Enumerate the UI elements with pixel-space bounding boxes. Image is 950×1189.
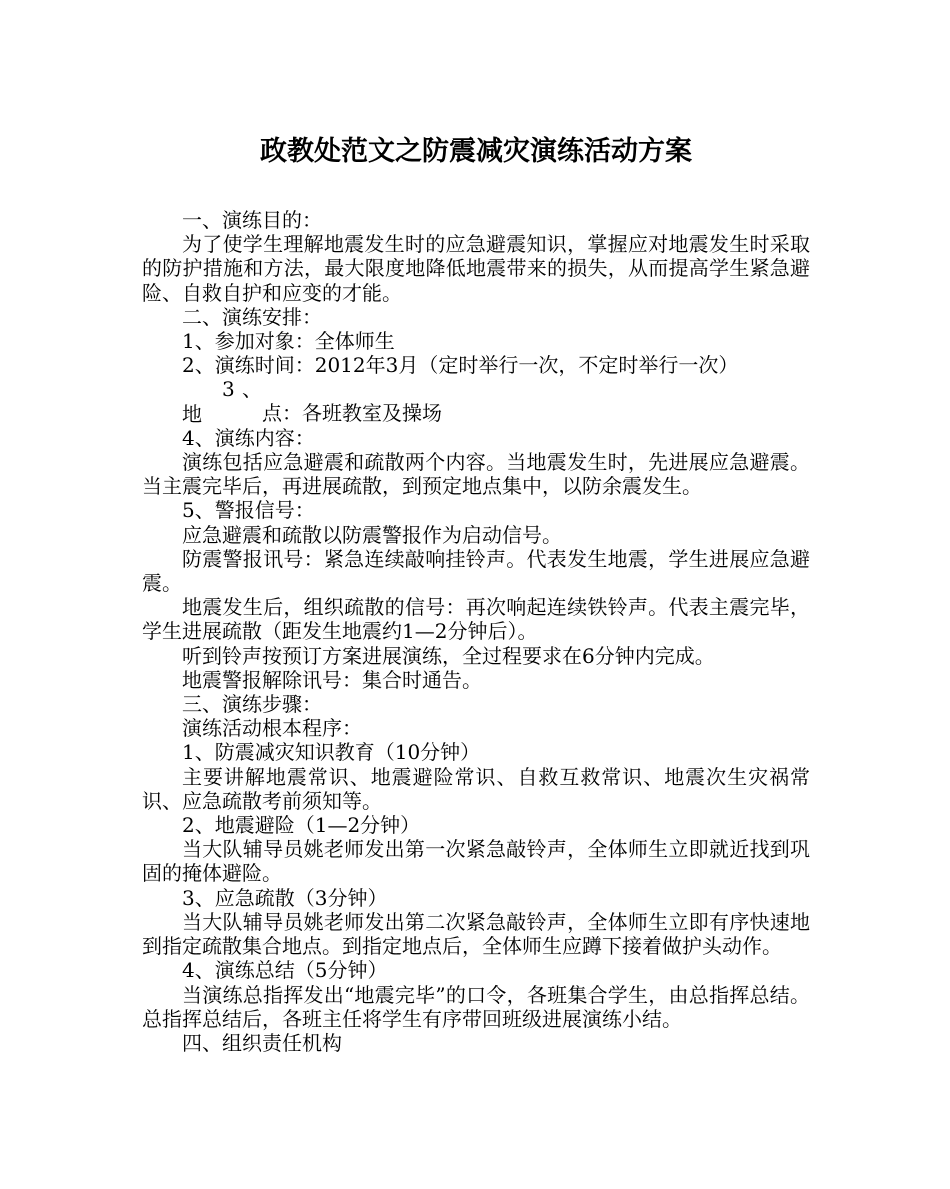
section-heading: 二、演练安排： xyxy=(182,304,322,329)
paragraph: 演练包括应急避震和疏散两个内容。当地震发生时，先进展应急避震。当主震完毕后，再进展疏散，到预定地点集中，以防余震发生。 xyxy=(142,450,810,499)
location-suffix: 点：各班教室及操场 xyxy=(262,401,442,426)
paragraph: 地震警报解除讯号：集合时通告。 xyxy=(182,667,482,692)
list-item: 4、演练总结（5分钟） xyxy=(182,958,388,983)
paragraph: 为了使学生理解地震发生时的应急避震知识，掌握应对地震发生时采取的防护措施和方法，最大限度地降低地震带来的损失，从而提高学生紧急避险、自救自护和应变的才能。 xyxy=(142,232,810,305)
document-body xyxy=(142,208,810,1055)
paragraph: 当大队辅导员姚老师发出第二次紧急敲铃声，全体师生立即有序快速地到指定疏散集合地点。到指定地点后，全体师生应蹲下接着做护头动作。 xyxy=(142,909,810,959)
paragraph: 听到铃声按预订方案进展演练，全过程要求在6分钟内完成。 xyxy=(182,643,715,668)
document-title: 政教处范文之防震减灾演练活动方案 xyxy=(260,136,692,167)
paragraph: 应急避震和疏散以防震警报作为启动信号。 xyxy=(182,522,562,547)
list-item: 2、演练时间：2012年3月（定时举行一次，不定时举行一次） xyxy=(182,353,739,378)
paragraph: 地震发生后，组织疏散的信号：再次响起连续铁铃声。代表主震完毕，学生进展疏散（距发生地震约1—2分钟后）。 xyxy=(142,595,810,644)
paragraph: 演练活动根本程序： xyxy=(182,716,362,741)
list-item: 3、应急疏散（3分钟） xyxy=(182,885,388,910)
section-heading: 三、演练步骤： xyxy=(182,692,322,717)
list-item: 4、演练内容： xyxy=(182,425,315,450)
paragraph: 主要讲解地震常识、地震避险常识、自救互救常识、地震次生灾祸常识、应急疏散考前须知等。 xyxy=(142,764,810,813)
paragraph: 防震警报讯号：紧急连续敲响挂铃声。代表发生地震，学生进展应急避震。 xyxy=(142,546,810,596)
paragraph: 当大队辅导员姚老师发出第一次紧急敲铃声，全体师生立即就近找到巩固的掩体避险。 xyxy=(142,837,810,886)
list-item-location xyxy=(142,377,810,425)
list-item: 1、防震减灾知识教育（10分钟） xyxy=(182,740,481,765)
paragraph: 当演练总指挥发出“地震完毕”的口令，各班集合学生，由总指挥总结。总指挥总结后，各班主任将学生有序带回班级进展演练小结。 xyxy=(142,982,810,1031)
section-heading: 四、组织责任机构 xyxy=(182,1030,342,1055)
list-item: 2、地震避险（1—2分钟） xyxy=(182,813,421,838)
location-prefix: 3、地 xyxy=(182,377,262,426)
section-heading: 一、演练目的： xyxy=(182,208,322,232)
list-item: 1、参加对象：全体师生 xyxy=(182,329,395,354)
list-item: 5、警报信号： xyxy=(182,498,315,523)
